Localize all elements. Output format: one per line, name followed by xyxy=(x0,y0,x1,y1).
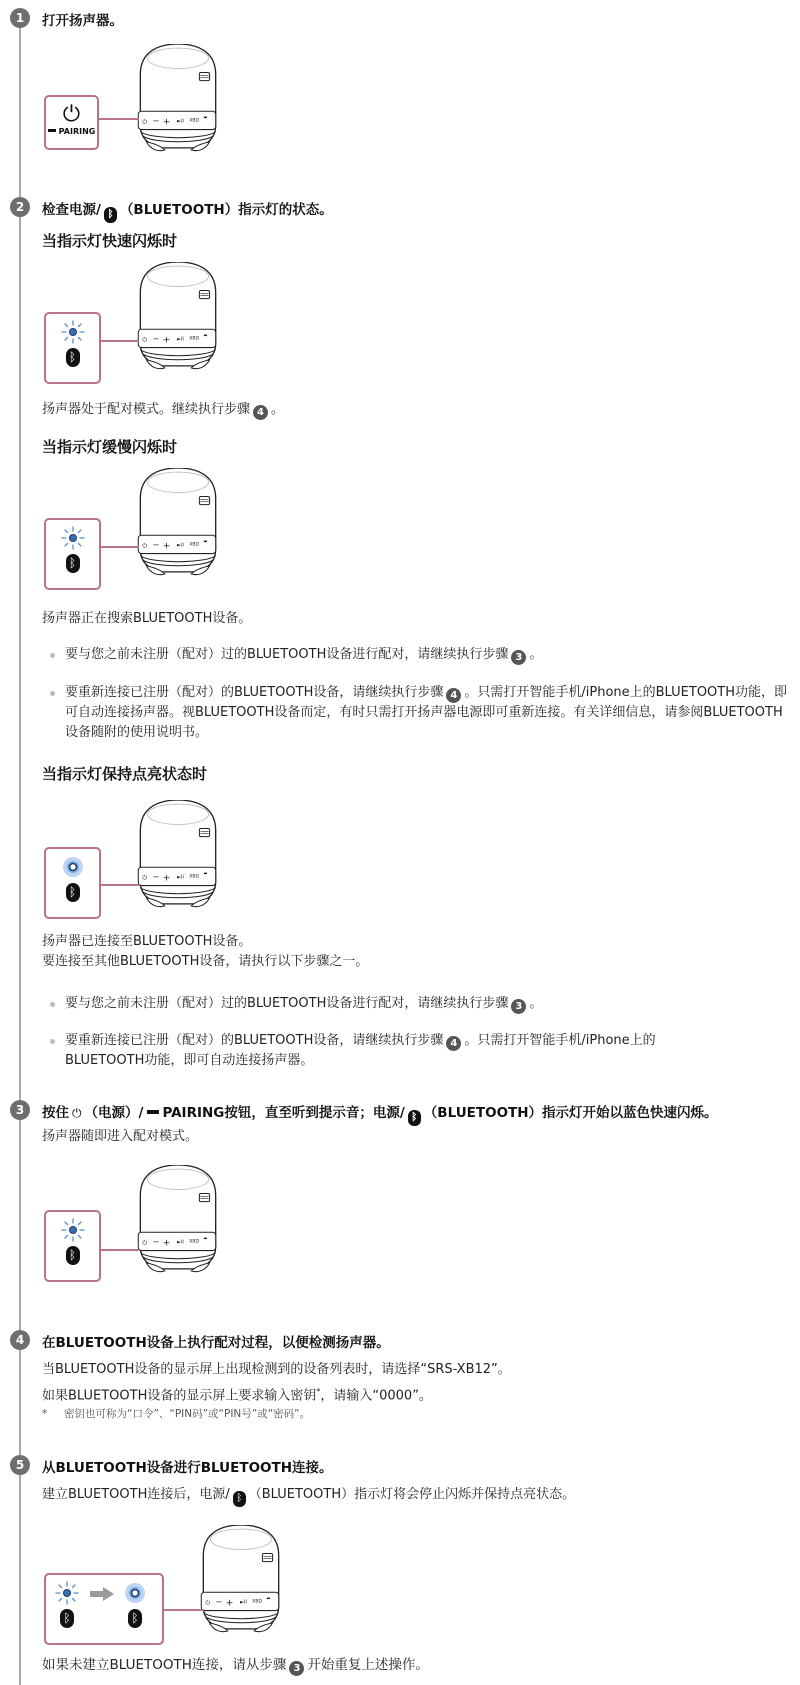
instruction-text: 当BLUETOOTH设备的显示屏上出现检测到的设备列表时，请选择“SRS-XB12”。 xyxy=(42,1362,511,1377)
list-item: 要重新连接已注册（配对）的BLUETOOTH设备，请继续执行步骤 4 。只需打开智能手机/iPhone上的BLUETOOTH功能，即可自动连接扬声器。 xyxy=(50,1031,730,1071)
speaker-image xyxy=(195,1525,287,1635)
status-text: 扬声器随即进入配对模式。 xyxy=(42,1129,199,1144)
bluetooth-icon: ᛒ xyxy=(104,207,117,223)
status-text: 扬声器处于配对模式。继续执行步骤 4 。 xyxy=(42,402,285,418)
speaker-image xyxy=(132,262,224,372)
bluetooth-icon: ᛒ xyxy=(66,883,80,902)
speaker-illustration xyxy=(40,40,240,160)
speaker-image xyxy=(132,44,224,154)
instruction-text: 建立BLUETOOTH连接后，电源/ ᛒ （BLUETOOTH）指示灯将会停止闪烁并保持点亮状态。 xyxy=(42,1485,575,1507)
section-heading: 当指示灯快速闪烁时 xyxy=(42,232,178,250)
step-ref-badge: 4 xyxy=(253,405,268,420)
callout-box xyxy=(44,312,101,384)
callout-connector xyxy=(97,884,139,886)
bluetooth-icon: ᛒ xyxy=(408,1110,421,1126)
speaker-image xyxy=(132,1165,224,1275)
speaker-illustration xyxy=(40,1525,300,1650)
step-number-badge: 3 xyxy=(10,1100,30,1120)
retry-text: 如果未建立BLUETOOTH连接，请从步骤 3 开始重复上述操作。 xyxy=(42,1657,429,1674)
speaker-illustration xyxy=(40,800,240,925)
led-blinking-icon xyxy=(61,1218,85,1242)
step-ref-badge: 4 xyxy=(446,688,461,703)
speaker-illustration xyxy=(40,262,240,387)
bluetooth-icon: ᛒ xyxy=(66,554,80,573)
pairing-label: PAIRING xyxy=(46,127,97,136)
callout-connector xyxy=(97,340,139,342)
step-title: 按住 ⏻ （电源）/ PAIRING按钮，直至听到提示音；电源/ ᛒ （BLUETOOTH）指示灯开始以蓝色快速闪烁。 xyxy=(42,1101,718,1126)
led-blinking-icon xyxy=(61,526,85,550)
indicator-after xyxy=(122,1581,148,1628)
step-number-badge: 5 xyxy=(10,1455,30,1475)
callout-connector xyxy=(97,1249,139,1251)
led-on-icon xyxy=(123,1581,147,1605)
list-item: 要重新连接已注册（配对）的BLUETOOTH设备，请继续执行步骤 4 。只需打开智能手机/iPhone上的BLUETOOTH功能，即可自动连接扬声器。视BLUETOOTH设备而定，有时只需打开扬声器电源即可重新连接。有关详细信息，请参阅BLUETOOTH设备随附的使用说明书。 xyxy=(50,683,790,743)
led-on-icon xyxy=(61,855,85,879)
bluetooth-icon: ᛒ xyxy=(233,1491,246,1507)
speaker-image xyxy=(132,800,224,910)
step-ref-badge: 3 xyxy=(289,1661,304,1676)
callout-connector xyxy=(97,118,139,120)
bluetooth-icon: ᛒ xyxy=(128,1609,142,1628)
step-timeline-line xyxy=(19,20,21,1685)
status-text: 扬声器已连接至BLUETOOTH设备。 xyxy=(42,934,252,949)
led-blinking-icon xyxy=(55,1581,79,1605)
list-item: 要与您之前未注册（配对）过的BLUETOOTH设备进行配对，请继续执行步骤 3 。 xyxy=(50,645,790,665)
speaker-illustration xyxy=(40,468,240,593)
step-ref-badge: 3 xyxy=(511,650,526,665)
arrow-right-icon xyxy=(90,1587,114,1601)
instruction-text: 如果BLUETOOTH设备的显示屏上要求输入密钥*，请输入“0000”。 xyxy=(42,1387,432,1404)
power-icon: ⏻ xyxy=(72,1106,82,1120)
speaker-image xyxy=(132,468,224,578)
list-item: 要与您之前未注册（配对）过的BLUETOOTH设备进行配对，请继续执行步骤 3 。 xyxy=(50,994,790,1014)
pairing-dash-icon xyxy=(147,1110,159,1114)
step-title: 打开扬声器。 xyxy=(42,13,123,29)
power-icon: ⏻ xyxy=(62,102,81,127)
callout-connector xyxy=(97,546,139,548)
callout-connector xyxy=(162,1609,204,1611)
pairing-dash-icon xyxy=(48,129,56,132)
section-heading: 当指示灯缓慢闪烁时 xyxy=(42,438,178,456)
status-text: 扬声器正在搜索BLUETOOTH设备。 xyxy=(42,611,252,626)
bluetooth-icon: ᛒ xyxy=(66,348,80,367)
step-title: 在BLUETOOTH设备上执行配对过程，以便检测扬声器。 xyxy=(42,1335,390,1351)
step-title: 从BLUETOOTH设备进行BLUETOOTH连接。 xyxy=(42,1460,333,1476)
callout-box xyxy=(44,1573,164,1645)
step-ref-badge: 3 xyxy=(511,999,526,1014)
indicator-before xyxy=(54,1581,80,1628)
step-ref-badge: 4 xyxy=(446,1036,461,1051)
footnote: * 密钥也可称为“口令”、“PIN码”或“PIN号”或“密码”。 xyxy=(42,1408,311,1420)
speaker-illustration xyxy=(40,1165,240,1290)
callout-box xyxy=(44,847,101,919)
step-title: 检查电源/ ᛒ （BLUETOOTH）指示灯的状态。 xyxy=(42,198,333,223)
callout-box xyxy=(44,518,101,590)
step-number-badge: 1 xyxy=(10,8,30,28)
step-number-badge: 2 xyxy=(10,197,30,217)
callout-box xyxy=(44,95,99,150)
led-blinking-icon xyxy=(61,320,85,344)
bluetooth-icon: ᛒ xyxy=(60,1609,74,1628)
status-text: 要连接至其他BLUETOOTH设备，请执行以下步骤之一。 xyxy=(42,954,369,969)
step-number-badge: 4 xyxy=(10,1330,30,1350)
callout-box xyxy=(44,1210,101,1282)
bluetooth-icon: ᛒ xyxy=(66,1246,80,1265)
section-heading: 当指示灯保持点亮状态时 xyxy=(42,765,208,783)
